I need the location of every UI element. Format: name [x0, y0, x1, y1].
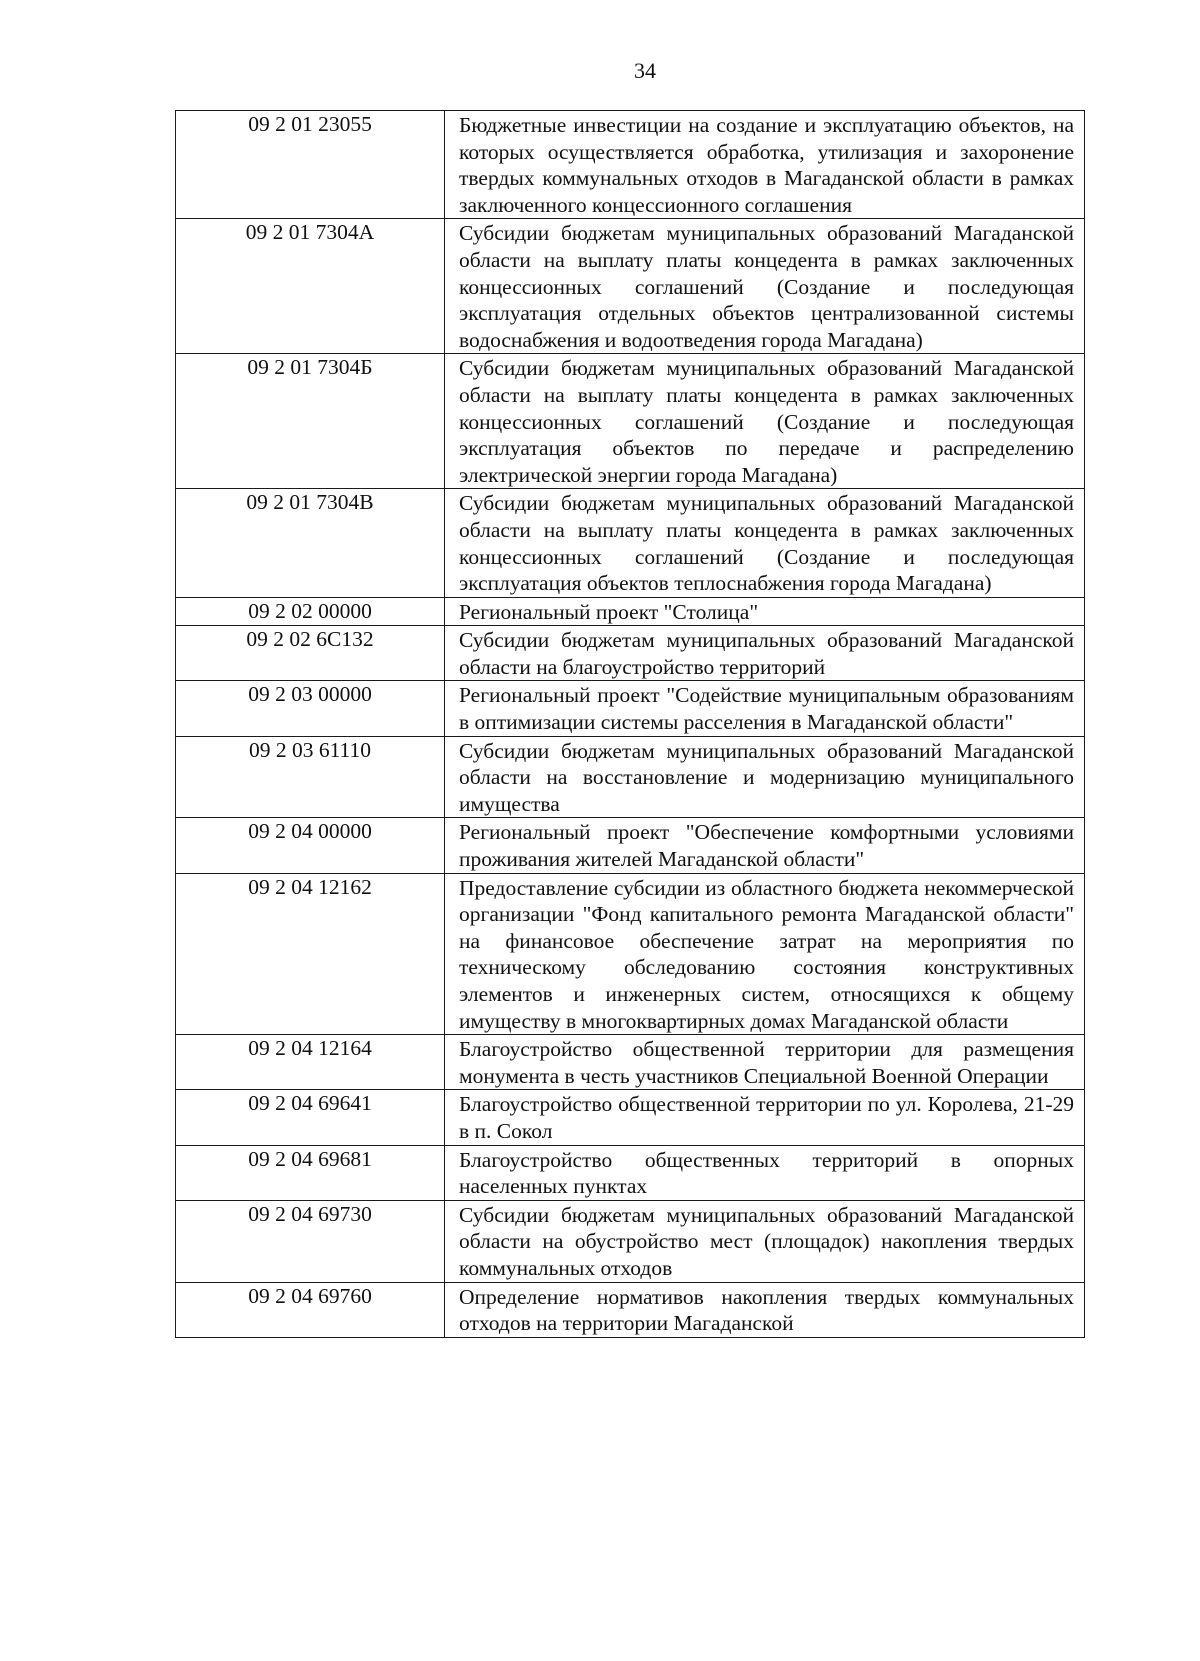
- code-cell: 09 2 01 7304Б: [176, 354, 445, 489]
- table-row: [176, 1145, 1085, 1200]
- code-cell: 09 2 02 00000: [176, 597, 445, 626]
- code-cell: 09 2 04 00000: [176, 818, 445, 873]
- description-cell: Определение нормативов накопления твердых коммунальных отходов на территории Магаданской: [445, 1282, 1085, 1337]
- code-cell: 09 2 02 6С132: [176, 626, 445, 681]
- description-cell: Субсидии бюджетам муниципальных образований Магаданской области на восстановление и модернизацию муниципального имущества: [445, 736, 1085, 818]
- code-cell: 09 2 04 12164: [176, 1035, 445, 1090]
- table-row: [176, 873, 1085, 1035]
- table-row: [176, 681, 1085, 736]
- table-row: [176, 597, 1085, 626]
- page-number: 34: [634, 58, 656, 83]
- table-row: [176, 626, 1085, 681]
- code-cell: 09 2 01 7304А: [176, 219, 445, 354]
- description-cell: Региональный проект "Содействие муниципальным образованиям в оптимизации системы расселения в Магаданской области": [445, 681, 1085, 736]
- table-row: [176, 1200, 1085, 1282]
- code-cell: 09 2 03 00000: [176, 681, 445, 736]
- description-cell: Предоставление субсидии из областного бюджета некоммерческой организации "Фонд капитального ремонта Магаданской области" на финансовое обеспечение затрат на мероприятия по техническому обследованию состояния конструктивных элементов и инженерных систем, относящихся к общему имуществу в многоквартирных домах Магаданской области: [445, 873, 1085, 1035]
- table-row: [176, 489, 1085, 597]
- code-cell: 09 2 04 69730: [176, 1200, 445, 1282]
- code-cell: 09 2 04 69760: [176, 1282, 445, 1337]
- description-cell: Субсидии бюджетам муниципальных образований Магаданской области на выплату платы концедента в рамках заключенных концессионных соглашений (Создание и последующая эксплуатация отдельных объектов централизованной системы водоснабжения и водоотведения города Магадана): [445, 219, 1085, 354]
- description-cell: Субсидии бюджетам муниципальных образований Магаданской области на выплату платы концедента в рамках заключенных концессионных соглашений (Создание и последующая эксплуатация объектов теплоснабжения города Магадана): [445, 489, 1085, 597]
- description-cell: Субсидии бюджетам муниципальных образований Магаданской области на выплату платы концедента в рамках заключенных концессионных соглашений (Создание и последующая эксплуатация объектов по передаче и распределению электрической энергии города Магадана): [445, 354, 1085, 489]
- table-row: [176, 111, 1085, 219]
- description-cell: Благоустройство общественных территорий в опорных населенных пунктах: [445, 1145, 1085, 1200]
- table-row: [176, 818, 1085, 873]
- code-cell: 09 2 03 61110: [176, 736, 445, 818]
- description-cell: Благоустройство общественной территории по ул. Королева, 21-29 в п. Сокол: [445, 1090, 1085, 1145]
- description-cell: Региональный проект "Столица": [445, 597, 1085, 626]
- code-cell: 09 2 04 69641: [176, 1090, 445, 1145]
- description-cell: Бюджетные инвестиции на создание и эксплуатацию объектов, на которых осуществляется обработка, утилизация и захоронение твердых коммунальных отходов в Магаданской области в рамках заключенного концессионного соглашения: [445, 111, 1085, 219]
- code-cell: 09 2 04 69681: [176, 1145, 445, 1200]
- table-row: [176, 354, 1085, 489]
- table-row: [176, 736, 1085, 818]
- description-cell: Субсидии бюджетам муниципальных образований Магаданской области на благоустройство территорий: [445, 626, 1085, 681]
- code-cell: 09 2 01 7304В: [176, 489, 445, 597]
- description-cell: Региональный проект "Обеспечение комфортными условиями проживания жителей Магаданской области": [445, 818, 1085, 873]
- budget-classification-table: [175, 110, 1085, 1338]
- table-body: [176, 111, 1085, 1338]
- description-cell: Субсидии бюджетам муниципальных образований Магаданской области на обустройство мест (площадок) накопления твердых коммунальных отходов: [445, 1200, 1085, 1282]
- table-row: [176, 1282, 1085, 1337]
- code-cell: 09 2 04 12162: [176, 873, 445, 1035]
- table-row: [176, 1035, 1085, 1090]
- description-cell: Благоустройство общественной территории для размещения монумента в честь участников Специальной Военной Операции: [445, 1035, 1085, 1090]
- table-row: [176, 219, 1085, 354]
- table-row: [176, 1090, 1085, 1145]
- code-cell: 09 2 01 23055: [176, 111, 445, 219]
